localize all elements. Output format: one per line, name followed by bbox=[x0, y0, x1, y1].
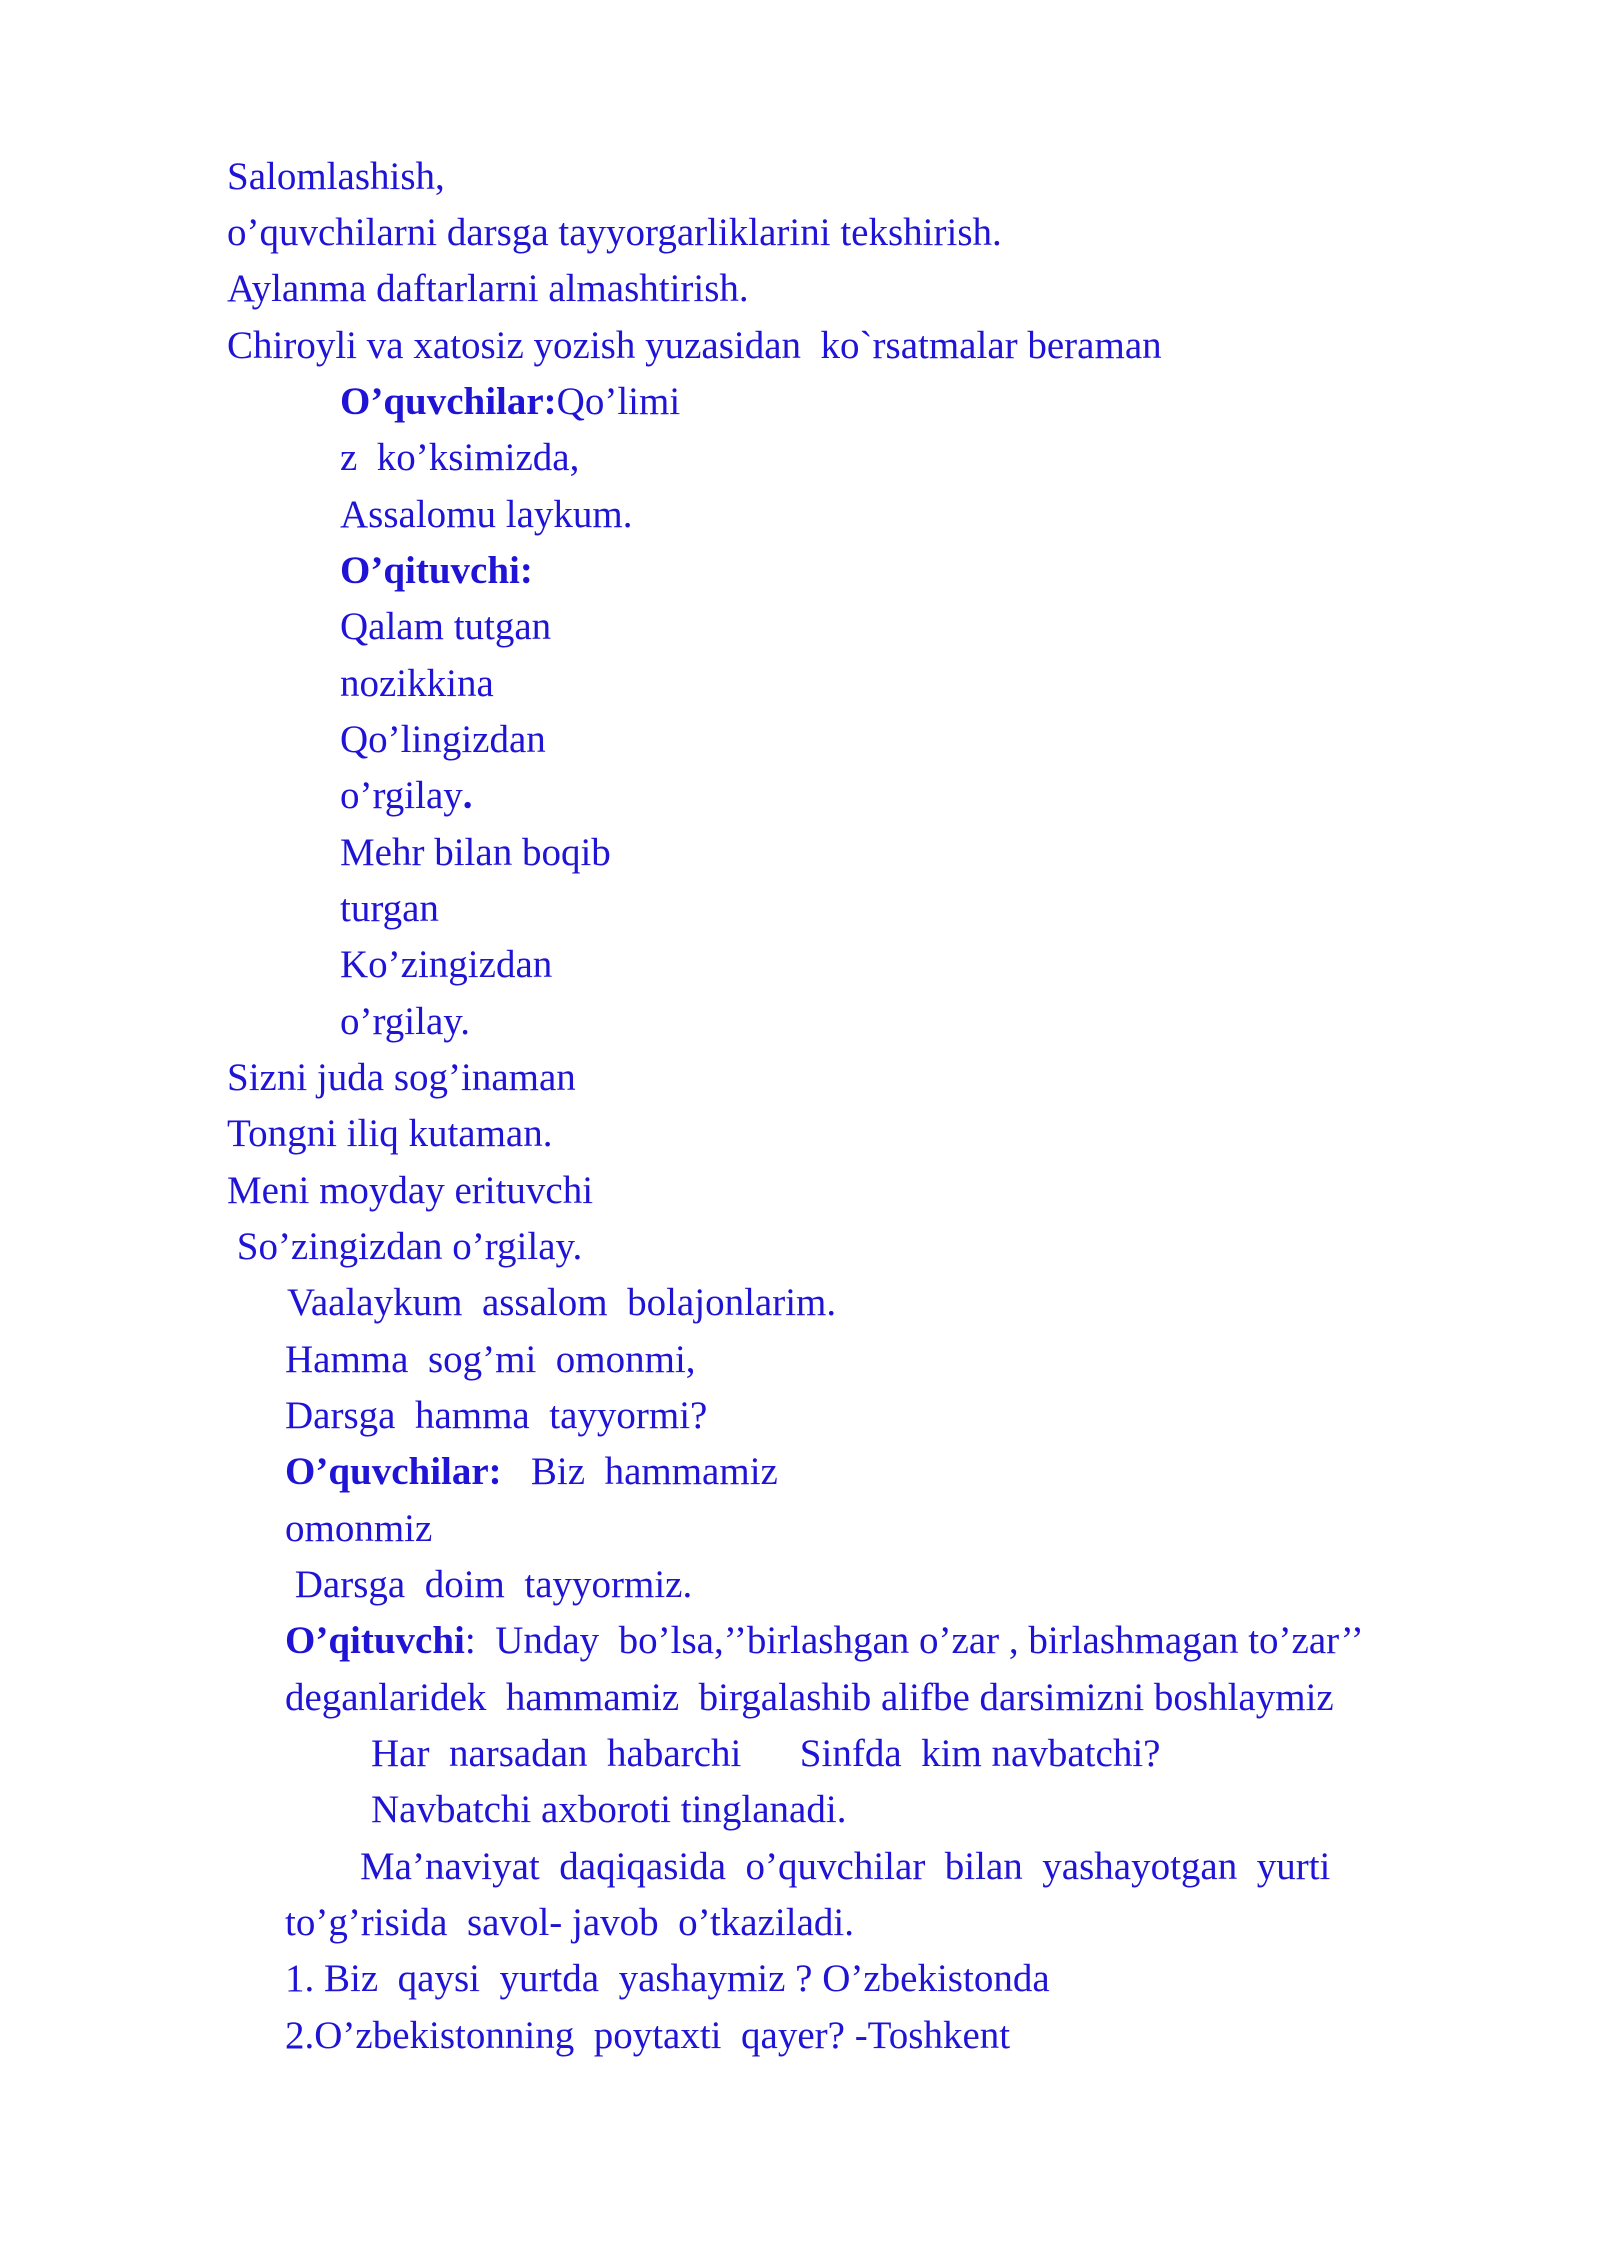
text-line bbox=[285, 1507, 432, 1551]
line-text: Qo’limi bbox=[556, 380, 681, 423]
line-text: Qo’lingizdan bbox=[340, 718, 546, 761]
text-line bbox=[227, 1169, 593, 1213]
line-text: Hamma sog’mi omonmi, bbox=[285, 1338, 696, 1381]
text-line bbox=[285, 1619, 1364, 1663]
text-line bbox=[371, 1788, 846, 1832]
line-text: o’rgilay bbox=[340, 774, 463, 817]
text-line bbox=[340, 549, 533, 593]
text-line bbox=[227, 155, 445, 199]
line-text: z ko’ksimizda, bbox=[340, 436, 580, 479]
text-line bbox=[340, 1000, 470, 1044]
line-text: Har narsadan habarchi Sinfda kim navbatchi? bbox=[371, 1732, 1161, 1775]
line-text: o’quvchilarni darsga tayyorgarliklarini tekshirish. bbox=[227, 211, 1002, 254]
text-line bbox=[340, 718, 546, 762]
text-line bbox=[340, 943, 552, 987]
line-text: Tongni iliq kutaman. bbox=[227, 1112, 553, 1155]
line-text: Biz hammamiz bbox=[501, 1450, 778, 1493]
text-line bbox=[360, 1845, 1330, 1889]
line-text: Ko’zingizdan bbox=[340, 943, 553, 986]
line-text: Vaalaykum assalom bolajonlarim. bbox=[287, 1281, 837, 1324]
text-line bbox=[227, 211, 1002, 255]
line-text: omonmiz bbox=[285, 1507, 433, 1550]
text-line bbox=[285, 1901, 854, 1945]
line-text: 1. Biz qaysi yurtda yashaymiz ? O’zbekistonda bbox=[285, 1957, 1050, 2000]
speaker-label-students: O’quvchilar: bbox=[340, 380, 557, 423]
line-text: nozikkina bbox=[340, 662, 494, 705]
line-text: 2.O’zbekistonning poytaxti qayer? -Toshkent bbox=[285, 2014, 1011, 2057]
text-line bbox=[340, 436, 579, 480]
line-text: Sizni juda sog’inaman bbox=[227, 1056, 576, 1099]
text-line bbox=[285, 1957, 1050, 2001]
text-line bbox=[285, 1450, 778, 1494]
text-line bbox=[227, 267, 749, 311]
line-text: Aylanma daftarlarni almashtirish. bbox=[227, 267, 749, 310]
text-line bbox=[340, 605, 551, 649]
line-text: deganlaridek hammamiz birgalashib alifbe darsimizni boshlaymiz bbox=[285, 1676, 1334, 1719]
text-line bbox=[371, 1732, 1160, 1776]
text-line bbox=[340, 887, 439, 931]
text-line bbox=[285, 1394, 707, 1438]
speaker-label-students: O’quvchilar: bbox=[285, 1450, 502, 1493]
line-text: Qalam tutgan bbox=[340, 605, 552, 648]
text-line bbox=[285, 2014, 1010, 2058]
text-line bbox=[227, 1112, 552, 1156]
text-line bbox=[340, 380, 680, 424]
line-text: to’g’risida savol- javob o’tkaziladi. bbox=[285, 1901, 854, 1944]
text-line bbox=[227, 1225, 582, 1269]
line-text: Mehr bilan boqib bbox=[340, 831, 611, 874]
line-text: o’rgilay. bbox=[340, 1000, 470, 1043]
speaker-label-teacher: O’qituvchi: bbox=[340, 549, 533, 592]
text-line bbox=[340, 493, 632, 537]
line-text: Darsga hamma tayyormi? bbox=[285, 1394, 708, 1437]
text-line bbox=[340, 774, 473, 818]
speaker-label-teacher: O’qituvchi bbox=[285, 1619, 465, 1662]
line-text: Navbatchi axboroti tinglanadi. bbox=[371, 1788, 847, 1831]
text-line bbox=[227, 324, 1162, 368]
text-line bbox=[287, 1281, 836, 1325]
line-text: Salomlashish, bbox=[227, 155, 445, 198]
line-text: : Unday bo’lsa,’’birlashgan o’zar , birlashmagan to’zar’’ bbox=[464, 1619, 1364, 1662]
text-line bbox=[340, 662, 494, 706]
text-line bbox=[285, 1563, 692, 1607]
line-text: Chiroyli va xatosiz yozish yuzasidan ko`rsatmalar beraman bbox=[227, 324, 1162, 367]
text-line bbox=[285, 1338, 696, 1382]
bold-period: . bbox=[462, 774, 473, 817]
line-text: Ma’naviyat daqiqasida o’quvchilar bilan yashayotgan yurti bbox=[360, 1845, 1331, 1888]
text-line bbox=[227, 1056, 576, 1100]
line-text: Darsga doim tayyormiz. bbox=[285, 1563, 693, 1606]
line-text: Meni moyday erituvchi bbox=[227, 1169, 594, 1212]
line-text: So’zingizdan o’rgilay. bbox=[227, 1225, 583, 1268]
line-text: Assalomu laykum. bbox=[340, 493, 633, 536]
text-line bbox=[285, 1676, 1334, 1720]
text-line bbox=[340, 831, 611, 875]
line-text: turgan bbox=[340, 887, 439, 930]
